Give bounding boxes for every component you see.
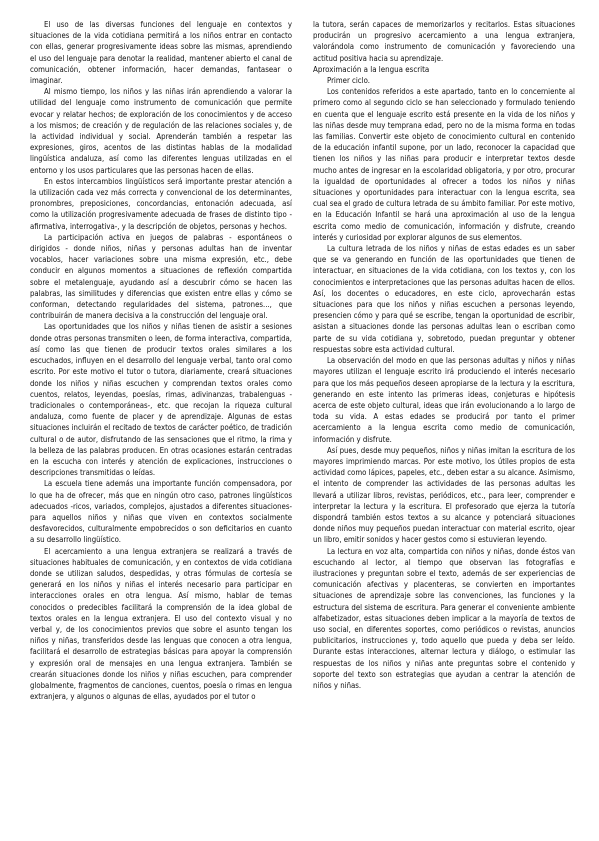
- paragraph: La lectura en voz alta, compartida con niños y niñas, donde éstos van escuchando al lector, al tiempo que observan las fotografías e ilustraciones y preguntan sobre el texto, además de ser experiencias de comunicación afectivas y placenteras, se convierten en importantes situaciones de aprendizaje sobre las convenciones, las funciones y la estructura del sistema de escritura. Para generar el conveniente ambiente alfabetizador, estas situaciones deben implicar a la mayoría de textos de uso social, en diferentes soportes, como periódicos o revistas, anuncios publicitarios, instrucciones y, todo aquello que pueda y deba ser leído. Durante estas interacciones, alternar lectura y diálogo, o estimular las respuestas de los niños y niñas ante preguntas sobre el contenido y soporte del texto son estrategias que ayudan a centrar la atención de niños y niñas.: [313, 546, 575, 690]
- right-column: [313, 19, 575, 834]
- paragraph: La participación activa en juegos de palabras - espontáneos o dirigidos - donde niños, niñas y personas adultas han de inventar vocablos, hacer variaciones sobre una misma expresión, etc., debe conducir en algunos momentos a situaciones de reflexión compartida sobre el metalenguaje, ayudando así a descubrir cómo se hacen las palabras, las similitudes y diferencias que existen entre ellas y cómo se conforman, detectando regularidades del sistema, patrones..., que contribuirán de manera decisiva a la construcción del lenguaje oral.: [30, 232, 292, 321]
- paragraph: Al mismo tiempo, los niños y las niñas irán aprendiendo a valorar la utilidad del lenguaje como instrumento de comunicación que permite evocar y relatar hechos; de exploración de los conocimientos y de acceso a los mismos; de creación y de regulación de las relaciones sociales y, de la actividad individual y social. Aprenderán también a respetar las expresiones, giros, acentos de las distintas hablas de la modalidad lingüística andaluza, así como las diferentes lenguas utilizadas en el entorno y los usos particulares que las personas hacen de ellas.: [30, 87, 292, 175]
- document-page: [30, 19, 575, 834]
- paragraph: El uso de las diversas funciones del lenguaje en contextos y situaciones de la vida cotidiana permitirá a los niños entrar en contacto con ellas, generar progresivamente ideas sobre las mismas, aprendiendo el uso del lenguaje para denotar la realidad, mantener abierto el canal de comunicación, obtener información, hacer demandas, fantasear o imaginar.: [30, 20, 292, 86]
- paragraph: Los contenidos referidos a este apartado, tanto en lo concerniente al primero como al segundo ciclo se han seleccionado y formulado teniendo en cuenta que el lenguaje escrito está presente en la vida de los niños y las niñas desde muy temprana edad, pero no de la misma forma en todas las familias. Convertir este objeto de conocimiento cultural en contenido de la educación infantil supone, por un lado, reconocer la capacidad que tienen los niños y las niñas para producir e interpretar textos desde mucho antes de ingresar en la escolaridad obligatoria, y por otro, procurar la igualdad de oportunidades al ofrecer a todos los niños y niñas situaciones y oportunidades para interactuar con la lengua escrita, sea cual sea el grado de cultura letrada de su ámbito familiar. Por este motivo, en la Educación Infantil se hará una aproximación al uso de la lengua escrita como medio de comunicación, información y disfrute, creando interés y curiosidad por explorar algunos de sus elementos.: [313, 87, 575, 242]
- paragraph: En estos intercambios lingüísticos será importante prestar atención a la utilización cada vez más correcta y convencional de los determinantes, pronombres, preposiciones, concordancias, entonación adecuada, así como la utilización progresivamente adecuada de frases de distinto tipo -afirmativa, interrogativa-, y la descripción de objetos, personas y hechos.: [30, 176, 292, 231]
- paragraph: La cultura letrada de los niños y niñas de estas edades es un saber que se va generando en función de las oportunidades que tienen de interactuar, en situaciones de la vida cotidiana, con los textos y, con los conocimientos e interpretaciones que las personas adultas hacen de ellos. Así, los docentes o educadores, en este ciclo, aprovecharán estas situaciones para que los niños y niñas escuchen a personas leyendo, presencien cómo y para qué se escribe, tengan la oportunidad de escribir, asistan a situaciones donde las personas adultas lean o escriban como parte de su vida cotidiana y, sobretodo, puedan preguntar y obtener respuestas sobre esta actividad cultural.: [313, 244, 575, 354]
- paragraph: Así pues, desde muy pequeños, niños y niñas imitan la escritura de los mayores imprimiendo marcas. Por este motivo, los útiles propios de esta actividad como lápices, papeles, etc., deben estar a su alcance. Asimismo, el intento de comprender las actividades de las personas adultas les llevará a utilizar libros, revistas, periódicos, etc., para leer, comprender e interpretar la lectura y la escritura. El profesorado que ejerza la tutoría dispondrá también estos textos a su alcance y potenciará situaciones donde niños muy pequeños puedan interactuar con material escrito, ojear un libro, emitir sonidos y hacer gestos como si estuvieran leyendo.: [313, 445, 575, 545]
- paragraph: El acercamiento a una lengua extranjera se realizará a través de situaciones habituales de comunicación, y en contextos de vida cotidiana donde se utilizan saludos, despedidas, y otras fórmulas de cortesía se generará en los niños y niñas el interés necesario para participar en interacciones orales en otra lengua. Así mismo, hablar de temas conocidos o predecibles facilitará la comprensión de la idea global de textos orales en la lengua extranjera. El uso del contexto visual y no verbal y, de los conocimientos previos que sobre el asunto tengan los niños y niñas, transferidos desde las lenguas que conocen a otra lengua, facilitará el desarrollo de estrategias básicas para apoyar la comprensión y expresión oral de mensajes en una lengua extranjera. También se crearán situaciones donde los niños y niñas escuchen, para comprender globalmente, fragmentos de canciones, cuentos, poesía o rimas en lengua extranjera, y algunos o algunas de ellas, ayudados por el tutor o: [30, 546, 292, 702]
- left-column: [30, 19, 292, 834]
- section-title: Aproximación a la lengua escrita: [313, 64, 430, 74]
- paragraph-continued: la tutora, serán capaces de memorizarlos y recitarlos. Estas situaciones producirán un progresivo acercamiento a una lengua extranjera, valorándola como instrumento de comunicación y favoreciendo una actitud positiva hacia su aprendizaje.: [313, 20, 575, 63]
- subsection-title: Primer ciclo.: [327, 76, 370, 86]
- paragraph: La escuela tiene además una importante función compensadora, por lo que ha de ofrecer, más que en ningún otro caso, patrones lingüísticos adecuados -ricos, variados, complejos, ajustados a diferentes situaciones- para aquellos niños y niñas que viven en contextos socialmente desfavorecidos, culturalmente empobrecidos o son deficitarios en cuanto a su desarrollo lingüístico.: [30, 479, 292, 545]
- paragraph: La observación del modo en que las personas adultas y niños y niñas mayores utilizan el lenguaje escrito irá produciendo el interés necesario para que los más pequeños deseen apropiarse de la lectura y la escritura, generando en este intento las primeras ideas, conjeturas e hipótesis acerca de este objeto cultural, ideas que irán evolucionando a lo largo de toda su vida. A estas edades se producirá por tanto el primer acercamiento a la lengua escrita como medio de comunicación, información y disfrute.: [313, 356, 575, 444]
- paragraph: Las oportunidades que los niños y niñas tienen de asistir a sesiones donde otras personas transmiten o leen, de forma interactiva, compartida, así como las que tienen de producir textos orales similares a los escuchados, influyen en el desarrollo del lenguaje verbal, tanto oral como escrito. Por este motivo el tutor o tutora, diariamente, creará situaciones donde los niños y niñas escuchen y comprendan textos orales como cuentos, relatos, leyendas, poesías, rimas, adivinanzas, trabalenguas -tradicionales o contemporáneas-, etc. que recojan la riqueza cultural andaluza, como fuente de placer y de aprendizaje. Algunas de estas situaciones incluirán el recitado de textos de carácter poético, de tradición cultural o de autor, disfrutando de las sensaciones que el ritmo, la rima y la belleza de las palabras producen. En otras ocasiones estarán centradas en la escucha con interés y atención de explicaciones, instrucciones o descripciones transmitidas o leídas.: [30, 322, 292, 478]
